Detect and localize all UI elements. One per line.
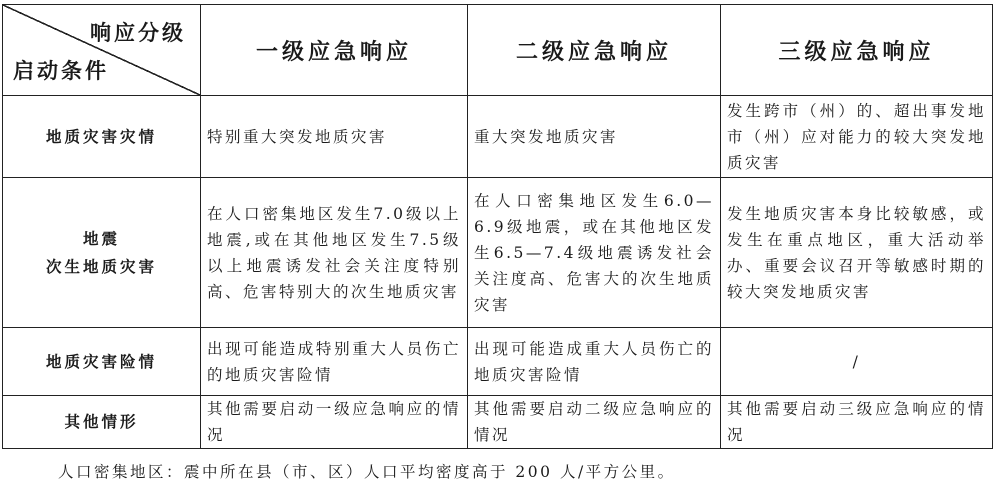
level-3-cell: 发生跨市（州）的、超出事发地市（州）应对能力的较大突发地质灾害 <box>721 96 993 178</box>
level-2-cell: 出现可能造成重大人员伤亡的地质灾害险情 <box>468 328 721 396</box>
table-row <box>3 396 993 449</box>
corner-top-label: 响应分级 <box>90 21 186 45</box>
condition-cell: 地质灾害灾情 <box>3 96 201 178</box>
condition-cell: 其他情形 <box>3 396 201 449</box>
emergency-response-table <box>2 4 993 449</box>
condition-line-1: 地震 <box>82 229 120 248</box>
corner-header-cell <box>3 5 201 96</box>
level-2-cell: 重大突发地质灾害 <box>468 96 721 178</box>
condition-cell <box>3 178 201 328</box>
condition-cell: 地质灾害险情 <box>3 328 201 396</box>
footnote: 人口密集地区：震中所在县（市、区）人口平均密度高于 200 人/平方公里。 <box>58 463 676 481</box>
diagonal-divider <box>3 5 200 95</box>
level-3-header: 三级应急响应 <box>721 5 993 96</box>
level-1-cell: 在人口密集地区发生7.0级以上地震,或在其他地区发生7.5级以上地震诱发社会关注度特别高、危害特别大的次生地质灾害 <box>201 178 468 328</box>
level-2-header: 二级应急响应 <box>468 5 721 96</box>
table-row <box>3 178 993 328</box>
level-3-cell: / <box>721 328 993 396</box>
level-2-cell: 其他需要启动二级应急响应的情况 <box>468 396 721 449</box>
level-2-cell: 在人口密集地区发生6.0—6.9级地震，或在其他地区发生6.5—7.4级地震诱发社会关注度高、危害大的次生地质灾害 <box>468 178 721 328</box>
corner-bottom-label: 启动条件 <box>13 59 109 83</box>
level-1-cell: 特别重大突发地质灾害 <box>201 96 468 178</box>
table-row <box>3 96 993 178</box>
level-3-cell: 其他需要启动三级应急响应的情况 <box>721 396 993 449</box>
table-row <box>3 328 993 396</box>
condition-line-2: 次生地质灾害 <box>45 257 157 276</box>
level-3-cell: 发生地质灾害本身比较敏感，或发生在重点地区，重大活动举办、重要会议召开等敏感时期的较大突发地质灾害 <box>721 178 993 328</box>
level-1-cell: 其他需要启动一级应急响应的情况 <box>201 396 468 449</box>
level-1-cell: 出现可能造成特别重大人员伤亡的地质灾害险情 <box>201 328 468 396</box>
level-1-header: 一级应急响应 <box>201 5 468 96</box>
header-row <box>3 5 993 96</box>
